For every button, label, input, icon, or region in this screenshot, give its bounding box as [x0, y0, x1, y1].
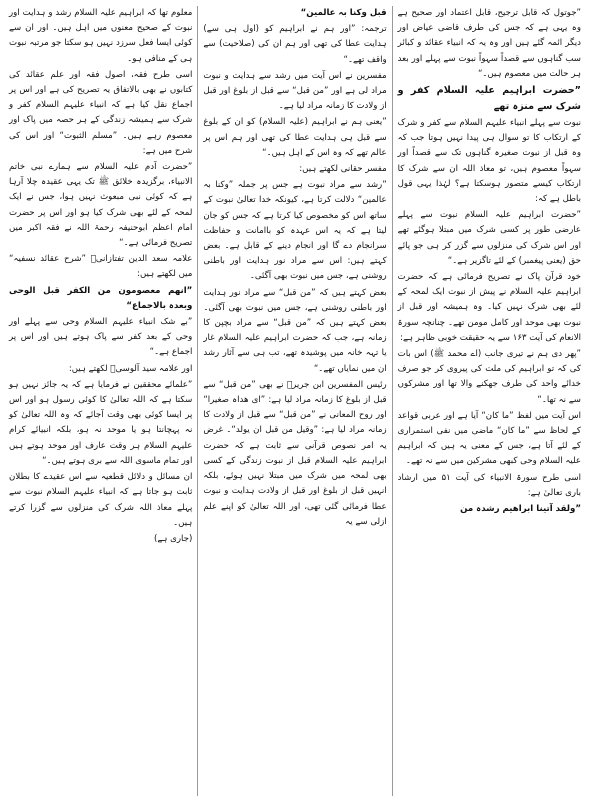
- section-heading: ”حضرت ابراہیم علیہ السلام کفر و شرک سے منزہ تھے: [397, 85, 581, 113]
- paragraph: اسی طرح سورۃ الانبیاء کی آیت ۵۱ میں ارشاد باری تعالیٰ ہے:: [397, 472, 581, 498]
- paragraph: ”حضرت آدم علیہ السلام سے ہمارے نبی خاتم الانبیاء، برگزیدہ خلائق ﷺ تک یہی عقیدہ چلا آرہا ہے کہ کوئی نبی مبعوث نہیں ہوا، جس نے ایک لمحہ کے لئے بھی شرک کیا ہو اور اس پر حضرت امام اعظم ابوحنیفہ رحمۃ اللہ نے فقہ اکبر میں تصریح فرمائی ہے۔“: [9, 162, 193, 249]
- paragraph: بعض کہتے ہیں کہ ”من قبل“ سے مراد نور ہدایت اور باطنی روشنی ہے، جس میں نبوت بھی آگئی۔ بعض کہتے ہیں کہ ”من قبل“ سے مراد بچپن کا زمانہ ہے، جب کہ حضرت ابراہیم علیہ السلام غار یا تہہ خانہ میں پوشیدہ تھے، تب ہی سے آثار رشد ان میں نمایاں تھے۔“: [203, 287, 387, 374]
- paragraph: ”حضرت ابراہیم علیہ السلام نبوت سے پہلے عارضی طور پر کسی شرک میں مبتلا ہوگئے تھے اور اس شرک کی منزلوں سے گزر کر ہی جو پائے حق (یعنی پیغمبر) کے لئے تاگزیر ہے۔“: [397, 210, 581, 266]
- arabic-quote: قبل وکنا بہ عالمین“: [300, 8, 387, 18]
- paragraph: ”پھر دی ہم نے تیری جانب (اے محمد ﷺ) اس بات کی کہ تو ابراہیم کی ملت کی پیروی کر جو صرف خدائے واحد کی طرف جھکنے والا تھا اور مشرکوں سے نہ تھا۔“: [397, 349, 581, 405]
- paragraph: اور علامہ سید آلوسیؒ لکھتے ہیں:: [68, 363, 193, 374]
- paragraph: ”بے شک انبیاء علیہم السلام وحی سے پہلے اور وحی کے بعد کفر سے پاک ہوتے ہیں اور اس پر اجماع ہے۔“: [9, 317, 193, 358]
- paragraph: اس آیت میں لفظ ”ما کان“ آیا ہے اور عربی قواعد کے لحاظ سے ”ما کان“ ماضی میں نفی استمراری کے لئے آتا ہے، جس کے معنی یہ ہیں کہ ابراہیم علیہ السلام وحی کبھی مشرکین میں سے نہ تھے۔: [397, 410, 581, 467]
- paragraph: نبوت سے پہلے انبیاء علیہم السلام سے کفر و شرک کے ارتکاب کا تو سوال ہی پیدا نہیں ہوتا جب کہ وہ قبل از نبوت صغیرہ گناہوں تک سے قصداً اور سہواً معصوم ہیں، تو معاذ اللہ ان سے شرک کا ارتکاب کیسے متصور ہوسکتا ہے؟ لہٰذا یہی قول باطل ہے کہ:: [397, 118, 581, 205]
- paragraph: ”یعنی ہم نے ابراہیم (علیہ السلام) کو ان کے بلوغ سے قبل ہی ہدایت عطا کی تھی اور ہم اس پر عالم تھے کہ وہ اس کے اہل ہیں۔“: [203, 117, 387, 158]
- paragraph: علامہ سعد الدین تفتازانیؒ ”شرح عقائد نسفیہ“ میں لکھتے ہیں:: [9, 254, 193, 280]
- paragraph: ”علمائے محققین نے فرمایا ہے کہ یہ جائز نہیں ہو سکتا ہے کہ اللہ تعالیٰ کا کوئی رسول ہو اور اس پر ایسا کوئی بھی وقت آجائے کہ وہ اللہ تعالیٰ کو نہ پہچانتا ہو یا موحد نہ ہو، بلکہ انبیائے کرام علیہم السلام ہر وقت عارف اور موحد ہوتے ہیں اور تمام ماسوی اللہ سے بری ہوتے ہیں۔“: [9, 379, 193, 466]
- paragraph: اسی طرح فقہ، اصول فقہ اور علم عقائد کی کتابوں نے بھی بالاتفاق یہ تصریح کی ہے اور اس پر اجماع نقل کیا ہے کہ انبیاء علیہم السلام کفر و شرک سے ہمیشہ زندگی کے ہر حصہ میں پاک اور معصوم رہے ہیں۔ ”مسلم الثبوت“ اور اس کی شرح میں ہے:: [9, 69, 193, 156]
- continued-note: (جاری ہے): [154, 533, 193, 544]
- paragraph: خود قرآن پاک نے تصریح فرمائی ہے کہ حضرت ابراہیم علیہ السلام نے پیش از نبوت ایک لمحہ کے لئے بھی شرک نہیں کیا۔ وہ ہمیشہ اور قبل از نبوت بھی موحد اور کامل مومن تھے۔ چنانچہ سورۃ الانعام کی آیت ۱۶۳ سے یہ حقیقت خوبی ظاہر ہے:: [397, 272, 581, 343]
- paragraph: مفسر حقانی لکھتے ہیں:: [299, 164, 387, 175]
- paragraph: رئیس المفسرین ابن جریرؒ نے بھی ”من قبل“ سے قبل از بلوغ کا زمانہ مراد لیا ہے: ”ای ھداہ صغیرا“ اور روح المعانی نے ”من قبل“ سے قبل از ولادت کا زمانہ مراد لیا ہے: ”وقیل من قبل ان یولد“۔ غرض یہ امر نصوص قرآنی سے ثابت ہے کہ حضرت ابراہیم علیہ السلام قبل از نبوت زندگی کے کسی بھی لمحہ میں شرک میں مبتلا نہیں ہوئے، بلکہ انہیں قبل از بلوغ اور قبل از ولادت ہدایت و نبوت عطا فرمائی گئی تھی، اور اللہ تعالیٰ کو اپنے علم ازلی سے یہ: [203, 379, 387, 527]
- paragraph: معلوم تھا کہ ابراہیم علیہ السلام رشد و ہدایت اور نبوت کے صحیح معنوں میں اہل ہیں۔ اور ان سے کوئی ایسا فعل سرزد نہیں ہو سکتا جو مرتبہ نبوت ہی کے منافی ہو۔: [9, 8, 193, 64]
- paragraph: ان مسائل و دلائل قطعیہ سے اس عقیدے کا بطلان ثابت ہو جاتا ہے کہ انبیاء علیہم السلام نبوت سے پہلے معاذ اللہ شرک کی منزلوں سے گزرا کرتے ہیں۔: [9, 472, 193, 528]
- paragraph: ”جوتول کہ قابل ترجیح، قابل اعتماد اور صحیح ہے وہ یہی ہے کہ جس کی طرف قاضی عیاض اور دیگر ائمہ گئے ہیں اور وہ یہ کہ انبیاء عقائد و کبائر سب گناہوں سے قصداً سہواً نبوت سے پہلے اور بعد ہر حالت میں معصوم ہیں۔“: [397, 8, 581, 79]
- paragraph: ترجمہ: ”اور ہم نے ابراہیم کو (اول ہی سے) ہدایت عطا کی تھی اور ہم ان کی (صلاحیت) سے واقف تھے۔“: [203, 24, 387, 65]
- paragraph: مفسرین نے اس آیت میں رشد سے ہدایت و نبوت مراد لی ہے اور ”من قبل“ سے قبل از بلوغ اور قبل از ولادت کا زمانہ مراد لیا ہے۔: [203, 70, 387, 112]
- text-column-right: [393, 6, 586, 796]
- arabic-quote: ”انھم معصومون من الکفر قبل الوحی وبعدہ بالاجماع“: [9, 285, 193, 311]
- text-column-middle: [198, 6, 392, 796]
- arabic-quote: ”ولقد آتینا ابراھیم رشدہ من: [460, 504, 581, 515]
- paragraph: ”رشد سے مراد نبوت ہے جس پر جملہ ”وکنا بہ عالمین“ دلالت کرتا ہے، کیونکہ خدا تعالیٰ نبوت کے ساتھ اس کو مخصوص کیا کرتا ہے کہ جس کو جان لیتا ہے کہ یہ اس عہدہ کو باامانت و حفاظت سرانجام دے گا اور انجام دینے کے قابل ہے۔ بعض کہتے ہیں: اس سے مراد نور ہدایت اور باطنی روشنی ہے، جس میں نبوت بھی آگئی۔: [203, 180, 387, 282]
- text-column-left: [4, 6, 198, 796]
